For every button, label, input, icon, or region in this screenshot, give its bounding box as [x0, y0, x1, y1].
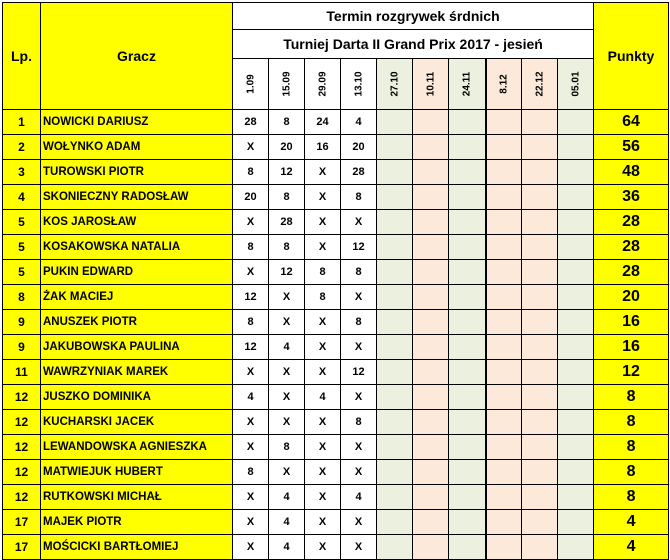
score-cell [486, 460, 522, 485]
score-cell: X [233, 360, 269, 385]
score-cell [558, 535, 594, 560]
score-cell: X [305, 210, 341, 235]
points-cell: 48 [594, 160, 669, 185]
score-cell: 8 [269, 435, 305, 460]
rank-cell: 5 [3, 235, 41, 260]
score-cell: X [341, 385, 377, 410]
score-cell [377, 110, 413, 135]
date-header [305, 59, 341, 110]
table-row [3, 160, 669, 185]
player-name-cell: KUCHARSKI JACEK [41, 410, 233, 435]
score-cell [522, 185, 558, 210]
score-cell [377, 335, 413, 360]
score-cell: X [341, 510, 377, 535]
score-cell: 20 [341, 135, 377, 160]
rank-cell: 9 [3, 335, 41, 360]
score-cell [413, 335, 449, 360]
table-row [3, 410, 669, 435]
player-name-cell: WOŁYNKO ADAM [41, 135, 233, 160]
score-cell [486, 160, 522, 185]
rank-cell: 2 [3, 135, 41, 160]
score-cell [449, 260, 486, 285]
score-cell: 28 [341, 160, 377, 185]
score-cell [449, 435, 486, 460]
table-row [3, 285, 669, 310]
score-cell [558, 160, 594, 185]
score-cell [413, 385, 449, 410]
score-cell [449, 160, 486, 185]
points-cell: 56 [594, 135, 669, 160]
score-cell: X [305, 235, 341, 260]
header-title: Termin rozgrywek śrdnich [233, 3, 594, 30]
points-cell: 28 [594, 260, 669, 285]
score-cell: 8 [233, 310, 269, 335]
score-cell: 8 [269, 235, 305, 260]
score-cell [413, 160, 449, 185]
table-row [3, 235, 669, 260]
player-name-cell: MATWIEJUK HUBERT [41, 460, 233, 485]
player-name-cell: WAWRZYNIAK MAREK [41, 360, 233, 385]
score-cell [486, 510, 522, 535]
score-cell [413, 135, 449, 160]
rank-cell: 4 [3, 185, 41, 210]
score-cell [522, 485, 558, 510]
table-row [3, 110, 669, 135]
score-cell [522, 135, 558, 160]
score-cell: 24 [305, 110, 341, 135]
score-cell [522, 110, 558, 135]
score-cell: X [233, 260, 269, 285]
score-cell [522, 210, 558, 235]
player-name-cell: SKONIECZNY RADOSŁAW [41, 185, 233, 210]
player-name-cell: ANUSZEK PIOTR [41, 310, 233, 335]
score-cell: X [233, 485, 269, 510]
rank-cell: 12 [3, 485, 41, 510]
table-row [3, 135, 669, 160]
score-cell [377, 160, 413, 185]
score-cell [486, 260, 522, 285]
table-row [3, 310, 669, 335]
score-cell [413, 310, 449, 335]
score-cell [377, 185, 413, 210]
table-row [3, 210, 669, 235]
score-cell: 8 [305, 260, 341, 285]
player-name-cell: PUKIN EDWARD [41, 260, 233, 285]
rank-cell: 12 [3, 385, 41, 410]
score-cell [558, 135, 594, 160]
score-cell [413, 285, 449, 310]
points-cell: 28 [594, 210, 669, 235]
score-cell [449, 285, 486, 310]
score-cell [558, 385, 594, 410]
score-cell [449, 335, 486, 360]
score-cell: 28 [233, 110, 269, 135]
header-player: Gracz [41, 3, 233, 110]
score-cell [522, 360, 558, 385]
score-cell: X [305, 410, 341, 435]
date-label: 13.10 [353, 71, 364, 97]
score-cell [522, 410, 558, 435]
score-cell: X [305, 185, 341, 210]
date-header [377, 59, 413, 110]
score-cell [377, 410, 413, 435]
score-cell [522, 260, 558, 285]
score-cell [558, 210, 594, 235]
score-cell [486, 385, 522, 410]
score-cell [558, 310, 594, 335]
points-cell: 64 [594, 110, 669, 135]
score-cell [486, 110, 522, 135]
score-cell: 20 [269, 135, 305, 160]
score-cell [449, 185, 486, 210]
score-cell: 12 [269, 260, 305, 285]
score-cell [449, 135, 486, 160]
score-cell [522, 385, 558, 410]
score-cell: 20 [233, 185, 269, 210]
score-cell [413, 260, 449, 285]
rank-cell: 1 [3, 110, 41, 135]
score-cell: X [233, 210, 269, 235]
points-cell: 16 [594, 310, 669, 335]
score-cell [486, 410, 522, 435]
player-name-cell: RUTKOWSKI MICHAŁ [41, 485, 233, 510]
score-cell [413, 485, 449, 510]
score-cell [522, 435, 558, 460]
rank-cell: 11 [3, 360, 41, 385]
points-cell: 8 [594, 435, 669, 460]
score-cell: 16 [305, 135, 341, 160]
score-cell [558, 510, 594, 535]
rank-cell: 12 [3, 460, 41, 485]
date-label: 15.09 [281, 71, 292, 97]
table-row [3, 185, 669, 210]
score-cell [558, 435, 594, 460]
score-cell [558, 235, 594, 260]
score-cell [449, 410, 486, 435]
score-cell [486, 210, 522, 235]
score-cell [449, 110, 486, 135]
score-cell [522, 335, 558, 360]
score-cell: 8 [341, 185, 377, 210]
score-cell: X [233, 410, 269, 435]
score-cell: 8 [269, 185, 305, 210]
score-cell [486, 435, 522, 460]
points-cell: 8 [594, 460, 669, 485]
table-row [3, 335, 669, 360]
score-cell [377, 135, 413, 160]
score-cell [449, 485, 486, 510]
score-cell: 4 [341, 485, 377, 510]
score-cell [522, 310, 558, 335]
table-row [3, 435, 669, 460]
score-cell: X [341, 435, 377, 460]
score-cell: 4 [269, 535, 305, 560]
date-header [486, 59, 522, 110]
player-name-cell: TUROWSKI PIOTR [41, 160, 233, 185]
rank-cell: 5 [3, 210, 41, 235]
score-cell [558, 410, 594, 435]
score-cell [377, 260, 413, 285]
score-cell: X [269, 360, 305, 385]
score-cell [449, 385, 486, 410]
score-cell: 4 [233, 385, 269, 410]
score-cell: X [269, 385, 305, 410]
date-header [233, 59, 269, 110]
score-cell [449, 210, 486, 235]
score-cell: X [305, 535, 341, 560]
points-cell: 28 [594, 235, 669, 260]
score-cell [449, 360, 486, 385]
points-cell: 36 [594, 185, 669, 210]
score-cell [486, 360, 522, 385]
score-cell [522, 460, 558, 485]
score-cell [413, 460, 449, 485]
points-cell: 8 [594, 385, 669, 410]
player-name-cell: JAKUBOWSKA PAULINA [41, 335, 233, 360]
score-cell [413, 360, 449, 385]
score-cell: X [233, 135, 269, 160]
score-cell [449, 310, 486, 335]
date-header [413, 59, 449, 110]
header-lp: Lp. [3, 3, 41, 110]
table-row [3, 510, 669, 535]
score-cell: X [233, 535, 269, 560]
score-cell [558, 185, 594, 210]
date-header [558, 59, 594, 110]
score-cell: 12 [341, 235, 377, 260]
score-cell: X [305, 360, 341, 385]
score-cell: X [269, 310, 305, 335]
score-cell: X [305, 160, 341, 185]
points-cell: 4 [594, 510, 669, 535]
score-cell: 12 [269, 160, 305, 185]
score-cell [377, 385, 413, 410]
score-cell [522, 535, 558, 560]
table-row [3, 535, 669, 560]
rank-cell: 3 [3, 160, 41, 185]
score-cell: X [233, 510, 269, 535]
player-name-cell: MOŚCICKI BARTŁOMIEJ [41, 535, 233, 560]
score-cell [413, 410, 449, 435]
date-header [269, 59, 305, 110]
table-row [3, 360, 669, 385]
score-cell [413, 435, 449, 460]
date-header [341, 59, 377, 110]
score-cell [522, 510, 558, 535]
score-cell: 4 [305, 385, 341, 410]
score-cell [413, 535, 449, 560]
score-cell: 4 [269, 335, 305, 360]
table-row [3, 460, 669, 485]
score-cell [413, 510, 449, 535]
score-cell [486, 485, 522, 510]
score-cell [486, 235, 522, 260]
score-cell [449, 510, 486, 535]
score-cell [377, 285, 413, 310]
score-cell: X [305, 460, 341, 485]
score-cell: 8 [233, 235, 269, 260]
points-cell: 4 [594, 535, 669, 560]
header-points: Punkty [594, 3, 669, 110]
rank-cell: 8 [3, 285, 41, 310]
results-table [2, 2, 669, 560]
score-cell: X [341, 210, 377, 235]
score-cell [486, 535, 522, 560]
table-row [3, 260, 669, 285]
score-cell: 28 [269, 210, 305, 235]
rank-cell: 12 [3, 410, 41, 435]
score-cell [522, 235, 558, 260]
score-cell [413, 185, 449, 210]
score-cell: X [269, 460, 305, 485]
score-cell: X [341, 535, 377, 560]
score-cell: 8 [233, 460, 269, 485]
score-cell: 8 [305, 285, 341, 310]
score-cell [449, 235, 486, 260]
table-row [3, 485, 669, 510]
score-cell: 8 [341, 410, 377, 435]
score-cell: X [341, 335, 377, 360]
score-cell [377, 360, 413, 385]
score-cell [558, 285, 594, 310]
points-cell: 20 [594, 285, 669, 310]
score-cell [377, 535, 413, 560]
score-cell: X [341, 285, 377, 310]
score-cell [449, 535, 486, 560]
score-cell [558, 460, 594, 485]
score-cell: X [305, 435, 341, 460]
date-header [449, 59, 486, 110]
score-cell: X [233, 435, 269, 460]
score-cell [522, 160, 558, 185]
score-cell: 4 [269, 485, 305, 510]
date-header [522, 59, 558, 110]
rank-cell: 9 [3, 310, 41, 335]
score-cell: 4 [341, 110, 377, 135]
player-name-cell: MAJEK PIOTR [41, 510, 233, 535]
score-cell [486, 335, 522, 360]
score-cell: X [269, 285, 305, 310]
score-cell [413, 210, 449, 235]
player-name-cell: LEWANDOWSKA AGNIESZKA [41, 435, 233, 460]
date-label: 22.12 [534, 71, 545, 97]
score-cell: 8 [341, 310, 377, 335]
score-cell [486, 310, 522, 335]
date-label: 8.12 [498, 74, 510, 94]
score-cell [377, 210, 413, 235]
score-cell [486, 185, 522, 210]
date-label: 1.09 [245, 74, 256, 94]
score-cell [377, 235, 413, 260]
score-cell [377, 510, 413, 535]
rank-cell: 5 [3, 260, 41, 285]
score-cell [413, 235, 449, 260]
score-cell [486, 285, 522, 310]
rank-cell: 12 [3, 435, 41, 460]
score-cell: X [341, 460, 377, 485]
date-label: 05.01 [570, 71, 581, 97]
score-cell [558, 485, 594, 510]
points-cell: 16 [594, 335, 669, 360]
score-cell [486, 135, 522, 160]
header-subtitle: Turniej Darta II Grand Prix 2017 - jesień [233, 30, 594, 59]
score-cell [377, 310, 413, 335]
score-cell: X [305, 335, 341, 360]
points-cell: 8 [594, 410, 669, 435]
score-cell: X [305, 310, 341, 335]
score-cell: 8 [341, 260, 377, 285]
score-cell: 12 [233, 335, 269, 360]
player-name-cell: KOSAKOWSKA NATALIA [41, 235, 233, 260]
score-cell: X [269, 410, 305, 435]
rank-cell: 17 [3, 535, 41, 560]
date-label: 27.10 [389, 71, 400, 97]
table-row [3, 385, 669, 410]
points-cell: 12 [594, 360, 669, 385]
score-cell [377, 460, 413, 485]
score-cell: 4 [269, 510, 305, 535]
score-cell [377, 485, 413, 510]
points-cell: 8 [594, 485, 669, 510]
player-name-cell: ŻAK MACIEJ [41, 285, 233, 310]
score-cell [558, 110, 594, 135]
date-label: 10.11 [425, 71, 436, 97]
score-cell [449, 460, 486, 485]
date-label: 29.09 [317, 71, 328, 97]
score-cell: X [305, 510, 341, 535]
score-cell [377, 435, 413, 460]
score-cell [413, 110, 449, 135]
player-name-cell: NOWICKI DARIUSZ [41, 110, 233, 135]
score-cell: 8 [269, 110, 305, 135]
date-label: 24.11 [461, 71, 473, 97]
score-cell [558, 260, 594, 285]
player-name-cell: JUSZKO DOMINIKA [41, 385, 233, 410]
score-cell: X [305, 485, 341, 510]
player-name-cell: KOS JAROSŁAW [41, 210, 233, 235]
score-cell [522, 285, 558, 310]
score-cell [558, 335, 594, 360]
score-cell: 12 [233, 285, 269, 310]
score-cell [558, 360, 594, 385]
score-cell: 8 [233, 160, 269, 185]
score-cell: 12 [341, 360, 377, 385]
rank-cell: 17 [3, 510, 41, 535]
